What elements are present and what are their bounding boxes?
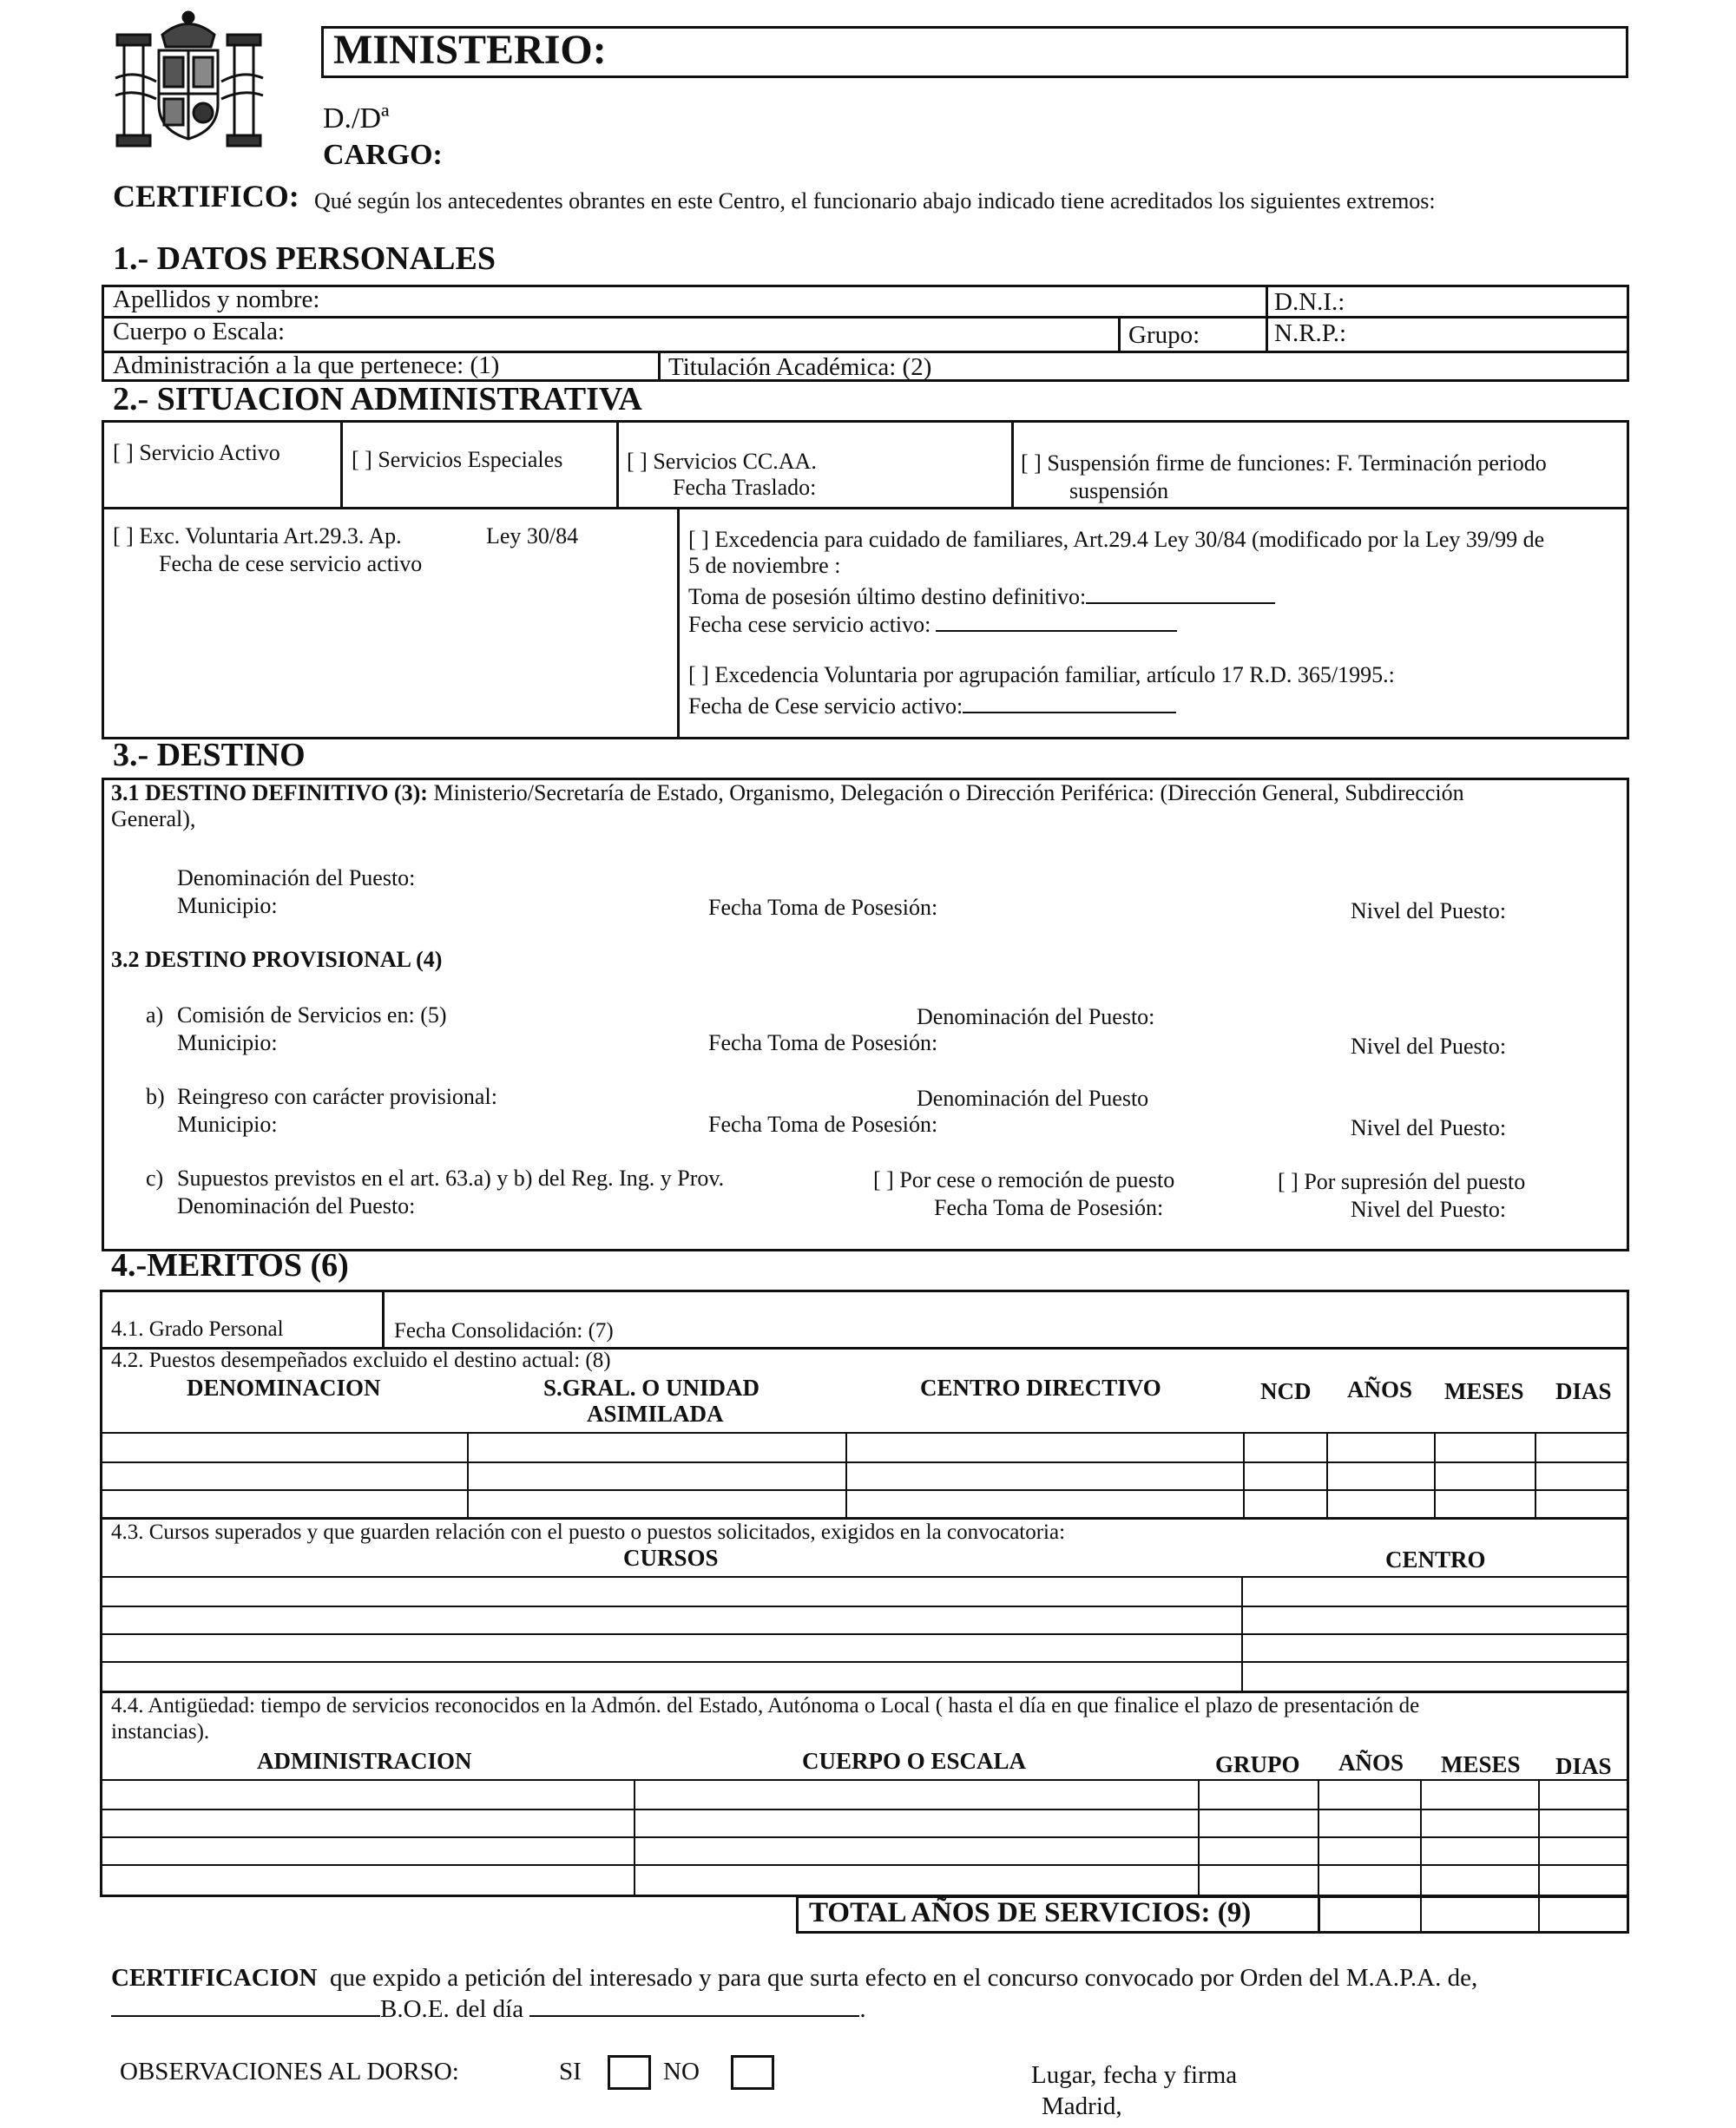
madrid-label: Madrid, [1042,2092,1122,2120]
cuerpo-field[interactable]: Cuerpo o Escala: [113,318,286,345]
destino-provisional-heading: 3.2 DESTINO PROVISIONAL (4) [111,947,443,972]
puestos-header-denominacion: DENOMINACION [187,1375,381,1401]
servicios-ccaa-option[interactable]: [ ] Servicios CC.AA. [627,449,817,474]
antiguedad-header-cuerpo: CUERPO O ESCALA [802,1748,1027,1774]
puestos-row[interactable] [102,1434,1628,1460]
cursos-row[interactable] [102,1607,1628,1632]
antiguedad-row[interactable] [102,1838,1628,1862]
puestos-header-meses: MESES [1444,1378,1524,1404]
servicio-activo-option[interactable]: [ ] Servicio Activo [113,440,280,465]
no-label: NO [663,2058,700,2085]
antiguedad-title-2: instancias). [111,1720,210,1744]
supuestos-field[interactable]: Supuestos previstos en el art. 63.a) y b) del Reg. Ing. y Prov. [177,1166,725,1191]
antiguedad-header-administracion: ADMINISTRACION [257,1748,472,1774]
no-checkbox[interactable] [731,2055,774,2090]
def-municipio-field[interactable]: Municipio: [177,893,278,918]
nrp-field[interactable]: N.R.P.: [1274,319,1347,347]
puestos-row[interactable] [102,1491,1628,1515]
def-fecha-toma-field[interactable]: Fecha Toma de Posesión: [708,895,938,920]
def-denominacion-field[interactable]: Denominación del Puesto: [177,865,416,890]
section-3-title: 3.- DESTINO [113,737,306,773]
puestos-header-centro: CENTRO DIRECTIVO [920,1375,1161,1401]
destino-definitivo-text: 3.1 DESTINO DEFINITIVO (3): Ministerio/Secretaría de Estado, Organismo, Delegación o Dirección Periférica: (Dirección General, Subdirección [111,780,1464,805]
antiguedad-header-anos: AÑOS [1338,1750,1404,1776]
c-nivel-field[interactable]: Nivel del Puesto: [1351,1197,1507,1222]
cursos-row[interactable] [102,1663,1628,1689]
reingreso-field[interactable]: Reingreso con carácter provisional: [177,1084,497,1109]
b-fecha-toma-field[interactable]: Fecha Toma de Posesión: [708,1112,938,1137]
a-fecha-toma-field[interactable]: Fecha Toma de Posesión: [708,1030,938,1055]
fecha-cese-activo2-field[interactable]: Fecha de Cese servicio activo: [688,691,1176,719]
suspension-option[interactable]: [ ] Suspensión firme de funciones: F. Terminación periodo [1021,450,1547,476]
grado-personal-field[interactable]: 4.1. Grado Personal [111,1317,284,1341]
orden-date-field[interactable]: B.O.E. del día . [111,1994,866,2024]
section-2-title: 2.- SITUACION ADMINISTRATIVA [113,381,642,417]
exc-voluntaria-option[interactable]: [ ] Exc. Voluntaria Art.29.3. Ap. [113,523,402,548]
cursos-row[interactable] [102,1635,1628,1659]
puestos-header-asimilada: ASIMILADA [587,1401,724,1427]
certificacion-text: CERTIFICACION que expido a petición del interesado y para que surta efecto en el concurso convocado por Orden del M.A.P.A. de, [111,1964,1478,1992]
b-label: b) [146,1084,165,1109]
puestos-header-sgral: S.GRAL. O UNIDAD [543,1375,760,1401]
excedencia-familiares-option[interactable]: [ ] Excedencia para cuidado de familiares, Art.29.4 Ley 30/84 (modificado por la Ley 39/99 de [688,527,1545,552]
excedencia-agrupacion-option[interactable]: [ ] Excedencia Voluntaria por agrupación familiar, artículo 17 R.D. 365/1995.: [688,662,1395,687]
b-nivel-field[interactable]: Nivel del Puesto: [1351,1115,1507,1140]
puestos-header-anos: AÑOS [1347,1376,1413,1402]
excedencia-familiares-label-2: 5 de noviembre : [688,553,841,578]
c-denominacion-field[interactable]: Denominación del Puesto: [177,1193,416,1218]
fecha-cese-activo-field[interactable]: Fecha cese servicio activo: [688,609,1177,638]
cursos-header-centro: CENTRO [1385,1547,1486,1573]
antiguedad-header-dias: DIAS [1555,1753,1612,1779]
a-label: a) [146,1002,164,1028]
total-anos-value[interactable] [1319,1897,1628,1932]
antiguedad-row[interactable] [102,1866,1628,1895]
antiguedad-header-grupo: GRUPO [1215,1751,1300,1777]
puestos-row[interactable] [102,1463,1628,1488]
cargo-label: CARGO: [323,139,443,171]
antiguedad-row[interactable] [102,1810,1628,1835]
administracion-field[interactable]: Administración a la que pertenece: (1) [113,351,500,379]
cursos-row[interactable] [102,1578,1628,1604]
lugar-fecha-firma-label: Lugar, fecha y firma [1031,2061,1238,2089]
certifico-text: Qué según los antecedentes obrantes en este Centro, el funcionario abajo indicado tiene acreditados los siguientes extremos: [314,188,1436,213]
puestos-header-ncd: NCD [1260,1378,1312,1404]
observaciones-label: OBSERVACIONES AL DORSO: [120,2058,459,2085]
b-municipio-field[interactable]: Municipio: [177,1112,278,1137]
dd-label: D./Dª [323,102,390,135]
total-anos-label: TOTAL AÑOS DE SERVICIOS: (9) [809,1897,1252,1928]
destino-definitivo-text-2: General), [111,806,196,831]
antiguedad-row[interactable] [102,1781,1628,1807]
a-denominacion-field[interactable]: Denominación del Puesto: [917,1004,1155,1029]
c-label: c) [146,1166,164,1191]
def-nivel-field[interactable]: Nivel del Puesto: [1351,898,1507,923]
suspension-label-2: suspensión [1069,478,1169,503]
c-fecha-toma-field[interactable]: Fecha Toma de Posesión: [934,1195,1164,1220]
antiguedad-title: 4.4. Antigüedad: tiempo de servicios reconocidos en la Admón. del Estado, Autónoma o Local ( hasta el día en que finalice el plazo de presentación de [111,1694,1420,1718]
si-checkbox[interactable] [608,2055,651,2090]
certifico-label: CERTIFICO: [113,179,299,213]
por-cese-option[interactable]: [ ] Por cese o remoción de puesto [873,1167,1175,1192]
section-1-title: 1.- DATOS PERSONALES [113,240,496,277]
section-4-title: 4.-MERITOS (6) [111,1247,349,1284]
apellidos-field[interactable]: Apellidos y nombre: [113,286,320,313]
titulacion-field[interactable]: Titulación Académica: (2) [668,353,932,381]
b-denominacion-field[interactable]: Denominación del Puesto [917,1086,1149,1111]
coat-of-arms-emblem [108,9,269,148]
servicios-especiales-option[interactable]: [ ] Servicios Especiales [352,447,563,472]
a-municipio-field[interactable]: Municipio: [177,1030,278,1055]
puestos-title: 4.2. Puestos desempeñados excluido el destino actual: (8) [111,1349,611,1372]
ley-label: Ley 30/84 [486,523,579,548]
puestos-header-dias: DIAS [1555,1378,1612,1404]
ministerio-label: MINISTERIO: [333,27,607,73]
a-nivel-field[interactable]: Nivel del Puesto: [1351,1034,1507,1059]
antiguedad-header-meses: MESES [1441,1751,1521,1777]
grupo-field[interactable]: Grupo: [1128,321,1200,349]
fecha-cese-label: Fecha de cese servicio activo [159,551,423,576]
dni-field[interactable]: D.N.I.: [1274,288,1345,316]
por-supresion-option[interactable]: [ ] Por supresión del puesto [1278,1169,1526,1194]
comision-field[interactable]: Comisión de Servicios en: (5) [177,1002,447,1028]
toma-posesion-field[interactable]: Toma de posesión último destino definitivo: [688,581,1275,610]
cursos-header-cursos: CURSOS [623,1545,719,1571]
cursos-title: 4.3. Cursos superados y que guarden relación con el puesto o puestos solicitados, exigidos en la convocatoria: [111,1520,1066,1544]
fecha-traslado-label: Fecha Traslado: [673,475,817,500]
fecha-consolidacion-field[interactable]: Fecha Consolidación: (7) [394,1319,614,1343]
si-label: SI [559,2058,582,2085]
